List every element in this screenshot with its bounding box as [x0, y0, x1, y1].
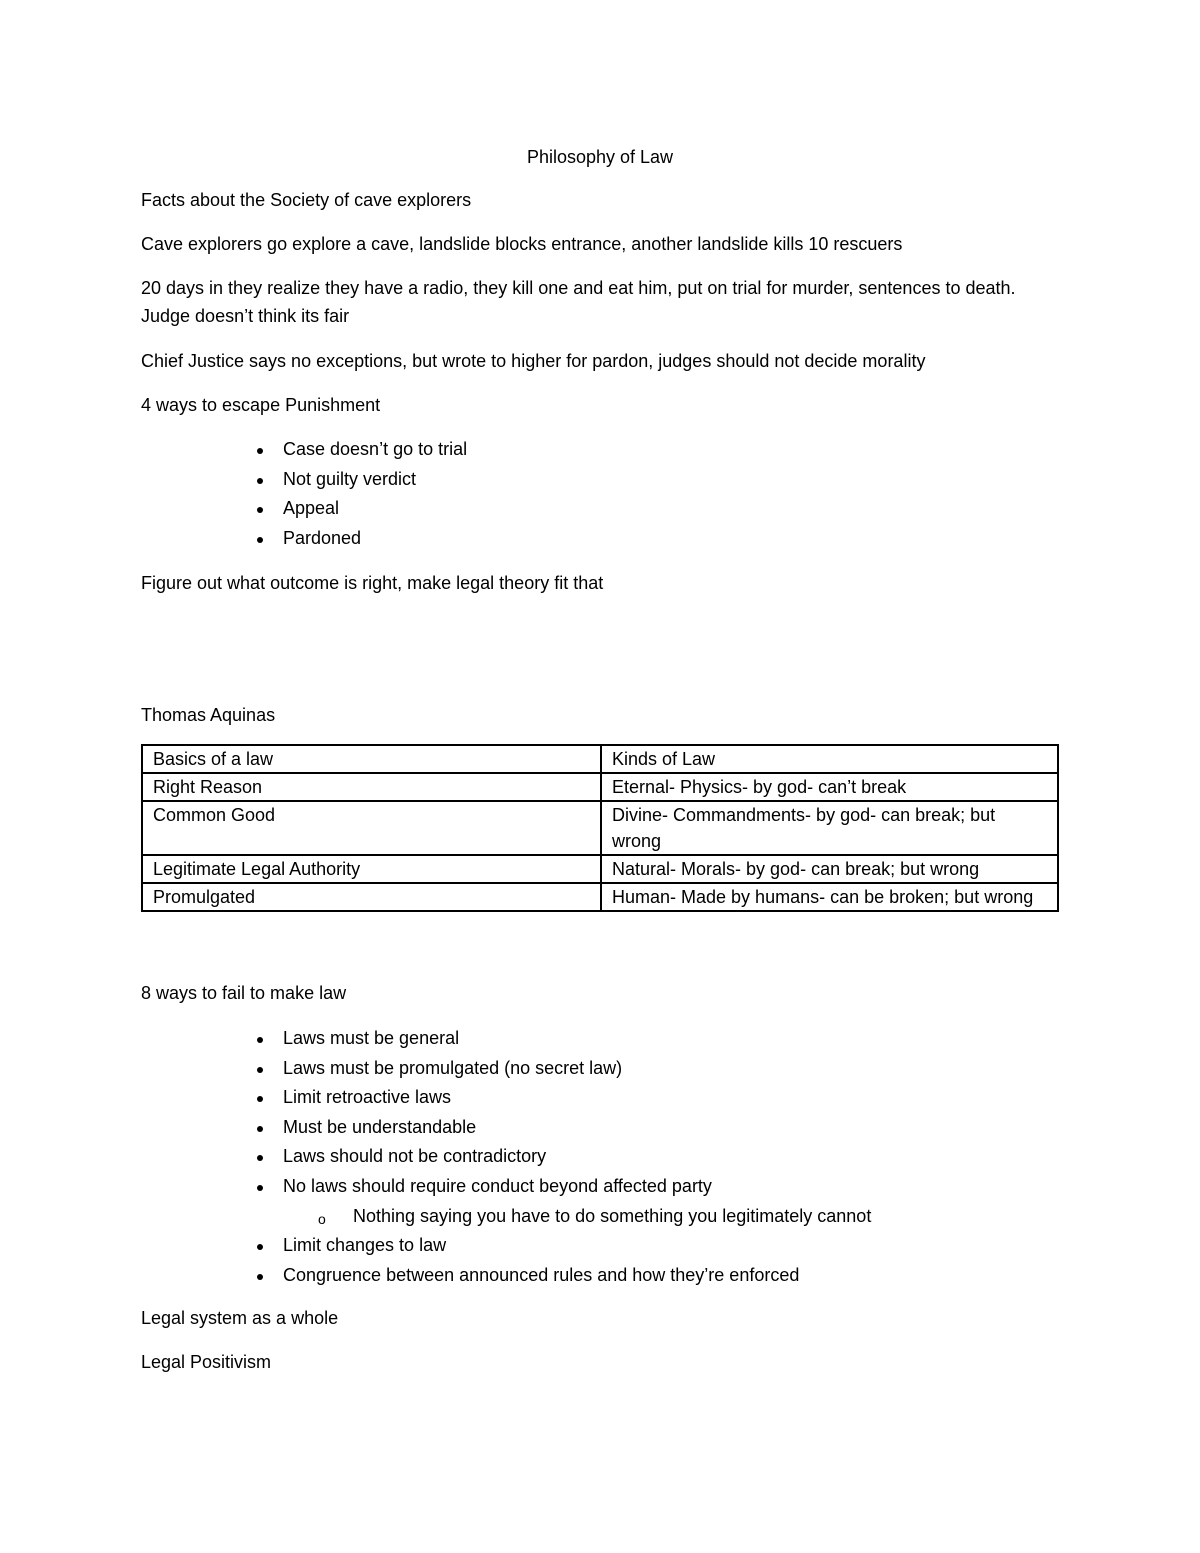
table-cell: Natural- Morals- by god- can break; but wrong: [601, 855, 1058, 883]
table-row: [142, 801, 1058, 855]
aquinas-table: [141, 744, 1059, 912]
bullet-icon: [257, 478, 263, 484]
bullet-icon: [257, 1155, 263, 1161]
table-header-cell: Basics of a law: [142, 745, 601, 773]
bullet-icon: [257, 1274, 263, 1280]
fail-heading: 8 ways to fail to make law: [141, 983, 347, 1003]
table-row: [142, 855, 1058, 883]
bullet-icon: [257, 507, 263, 513]
aquinas-heading: Thomas Aquinas: [141, 705, 276, 725]
legal-system-line: Legal system as a whole: [141, 1308, 339, 1328]
table-cell: Common Good: [142, 801, 601, 855]
table-cell: Promulgated: [142, 883, 601, 911]
table-header-cell: Kinds of Law: [601, 745, 1058, 773]
table-cell: Human- Made by humans- can be broken; but wrong: [601, 883, 1058, 911]
table-row: [142, 773, 1058, 801]
table-cell: Right Reason: [142, 773, 601, 801]
bullet-icon: [257, 537, 263, 543]
page-title: Philosophy of Law: [526, 147, 674, 167]
sub-bullet-icon: o: [318, 1210, 326, 1227]
table-row: [142, 883, 1058, 911]
table-header-row: [142, 745, 1058, 773]
table-cell: Eternal- Physics- by god- can’t break: [601, 773, 1058, 801]
escape-heading: 4 ways to escape Punishment: [141, 395, 381, 415]
paragraph-cave-explorers: Cave explorers go explore a cave, landslide blocks entrance, another landslide kills 10 rescuers: [141, 234, 903, 254]
facts-heading: Facts about the Society of cave explorers: [141, 190, 472, 210]
bullet-icon: [257, 1185, 263, 1191]
bullet-icon: [257, 448, 263, 454]
bullet-icon: [257, 1244, 263, 1250]
document-page: Philosophy of Law Facts about the Society of cave explorers Cave explorers go explore a cave, landslide blocks entrance, another landslide kills 10 rescuers 20 days in they realize they have a radio, they kill one and eat him, put on trial for murder, sentences to death. Judge doesn’t think its fair Chief Justice says no exceptions, but wrote to higher for pardon, judges should not decide morality 4 ways to escape Punishment Case doesn’t go to trial Not guilty verdict Appeal Pardoned Figure out what outcome is right, make legal theory fit that Thomas Aquinas Basics of a law Kinds of Law Right Reason Eternal- Physics- by god- can’t break Common Good Divine- Commandments- by god- can break; but wrong Legitimate Legal Authority Natural- Morals- by god- can break; but wrong Promulgated Human- Made by humans- can be broken; but wrong 8 ways to fail to make law Laws must be general Laws must be promulgated (no secret law) Limit retroactive laws Must be understandable Laws should not be contradictory No laws should require conduct beyond affected party o Nothing saying you have to do something you legitimately cannot Limit changes to law Congruence between announced rules and how they’re enforced Legal system as a whole Legal Positivism: [0, 0, 1200, 1553]
bullet-icon: [257, 1096, 263, 1102]
table-cell: Legitimate Legal Authority: [142, 855, 601, 883]
bullet-icon: [257, 1067, 263, 1073]
paragraph-chief-justice: Chief Justice says no exceptions, but wrote to higher for pardon, judges should not decide morality: [141, 351, 926, 371]
bullet-icon: [257, 1126, 263, 1132]
legal-positivism-line: Legal Positivism: [141, 1352, 272, 1372]
table-cell: Divine- Commandments- by god- can break; but wrong: [601, 801, 1058, 855]
outcome-line: Figure out what outcome is right, make legal theory fit that: [141, 573, 604, 593]
paragraph-radio-trial: 20 days in they realize they have a radio, they kill one and eat him, put on trial for murder, sentences to death. Judge doesn’t think its fair: [141, 278, 1016, 326]
bullet-icon: [257, 1037, 263, 1043]
